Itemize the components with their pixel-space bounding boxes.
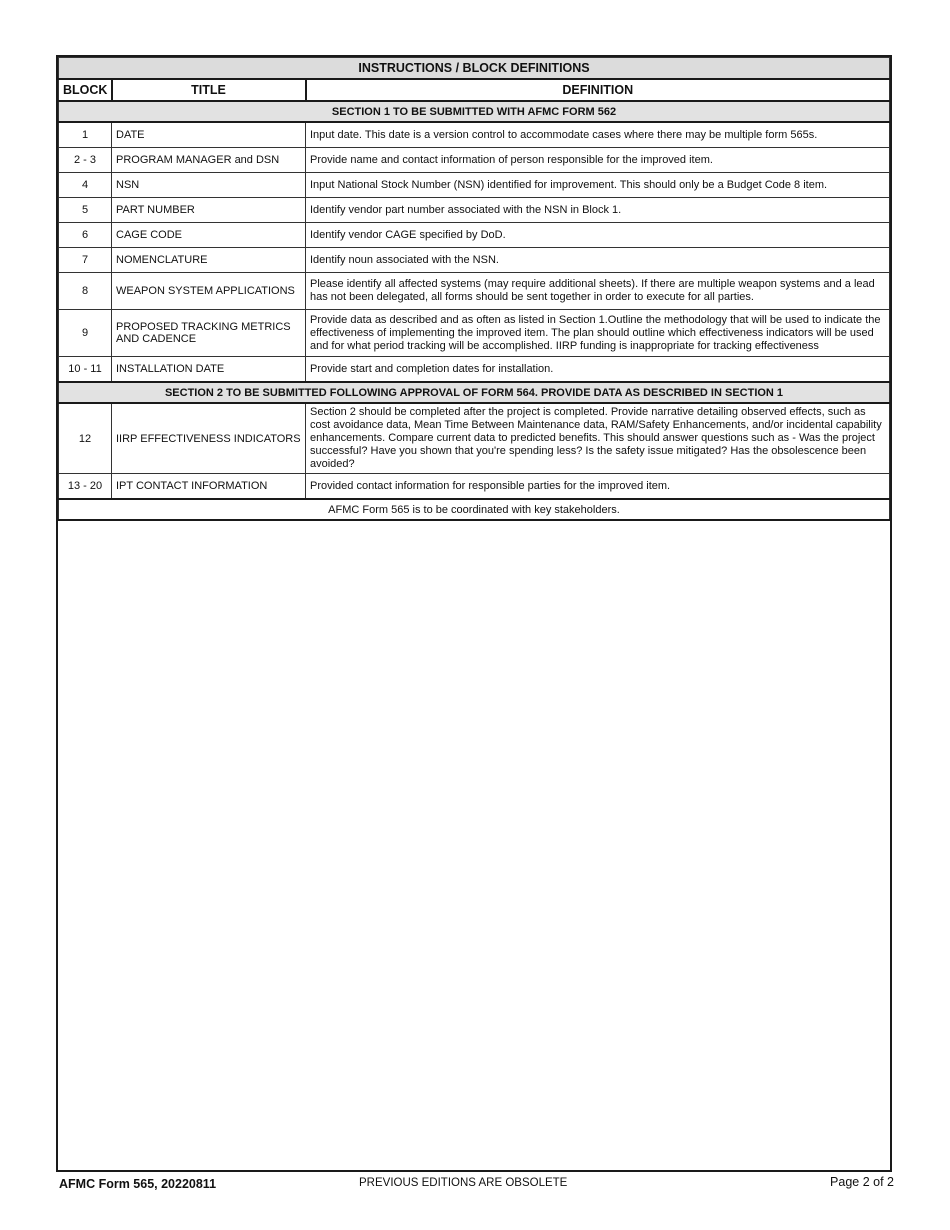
block-definition: Provide name and contact information of person responsible for the improved item.	[306, 148, 890, 173]
block-number: 1	[59, 122, 112, 148]
block-title: NSN	[112, 173, 306, 198]
block-definition: Please identify all affected systems (may require additional sheets). If there are multiple weapon systems and a lead has not been delegated, all forms should be sent together in order to execute for all parties.	[306, 273, 890, 310]
block-number: 6	[59, 223, 112, 248]
block-definition: Identify vendor part number associated with the NSN in Block 1.	[306, 198, 890, 223]
block-definition: Input date. This date is a version control to accommodate cases where there may be multiple form 565s.	[306, 122, 890, 148]
block-title: PART NUMBER	[112, 198, 306, 223]
column-header-title: TITLE	[112, 79, 306, 101]
block-title: DATE	[112, 122, 306, 148]
block-number: 5	[59, 198, 112, 223]
table-row	[59, 122, 890, 148]
block-title: WEAPON SYSTEM APPLICATIONS	[112, 273, 306, 310]
block-definition: Section 2 should be completed after the project is completed. Provide narrative detailing observed effects, such as cost avoidance data, Mean Time Between Maintenance data, RAM/Safety Enhancements, and/or incidental capability enhancements. Compare current data to predicted benefits. This should answer questions such as - Was the project successful? Have you shown that you're spending less? Is the safety issue mitigated? Has the obsolescence been avoided?	[306, 403, 890, 474]
block-definition: Provide start and completion dates for installation.	[306, 357, 890, 383]
block-title: NOMENCLATURE	[112, 248, 306, 273]
block-definition: Provide data as described and as often as listed in Section 1.Outline the methodology that will be used to indicate the effectiveness of implementing the improved item. The plan should outline which effectiveness indicators will be used and for what period tracking will be accomplished. IIRP funding is inappropriate for tracking effectiveness	[306, 310, 890, 357]
table-row	[59, 173, 890, 198]
table-row	[59, 248, 890, 273]
editions-notice: PREVIOUS EDITIONS ARE OBSOLETE	[359, 1177, 568, 1189]
block-title: CAGE CODE	[112, 223, 306, 248]
block-number: 13 - 20	[59, 474, 112, 500]
block-title: INSTALLATION DATE	[112, 357, 306, 383]
table-row	[59, 474, 890, 500]
block-number: 4	[59, 173, 112, 198]
table-row	[59, 223, 890, 248]
block-title: IPT CONTACT INFORMATION	[112, 474, 306, 500]
page-number: Page 2 of 2	[830, 1175, 894, 1189]
table-row	[59, 310, 890, 357]
table-row	[59, 357, 890, 383]
column-header-definition: DEFINITION	[306, 79, 890, 101]
block-number: 10 - 11	[59, 357, 112, 383]
table-row	[59, 403, 890, 474]
coordination-note: AFMC Form 565 is to be coordinated with key stakeholders.	[59, 499, 890, 520]
block-definition: Provided contact information for responsible parties for the improved item.	[306, 474, 890, 500]
block-title: PROPOSED TRACKING METRICS AND CADENCE	[112, 310, 306, 357]
block-definition: Identify noun associated with the NSN.	[306, 248, 890, 273]
block-definition: Identify vendor CAGE specified by DoD.	[306, 223, 890, 248]
block-number: 9	[59, 310, 112, 357]
block-definitions-table	[58, 57, 890, 521]
block-number: 2 - 3	[59, 148, 112, 173]
section-2-heading: SECTION 2 TO BE SUBMITTED FOLLOWING APPROVAL OF FORM 564. PROVIDE DATA AS DESCRIBED IN SECTION 1	[59, 382, 890, 403]
block-definition: Input National Stock Number (NSN) identified for improvement. This should only be a Budget Code 8 item.	[306, 173, 890, 198]
section-1-heading: SECTION 1 TO BE SUBMITTED WITH AFMC FORM 562	[59, 101, 890, 122]
block-number: 12	[59, 403, 112, 474]
block-title: PROGRAM MANAGER and DSN	[112, 148, 306, 173]
table-row	[59, 148, 890, 173]
table-title: INSTRUCTIONS / BLOCK DEFINITIONS	[59, 58, 890, 80]
table-row	[59, 273, 890, 310]
form-page	[56, 55, 892, 1172]
block-title: IIRP EFFECTIVENESS INDICATORS	[112, 403, 306, 474]
block-number: 7	[59, 248, 112, 273]
table-row	[59, 198, 890, 223]
form-identifier: AFMC Form 565, 20220811	[59, 1177, 217, 1191]
column-header-block: BLOCK	[59, 79, 112, 101]
block-number: 8	[59, 273, 112, 310]
